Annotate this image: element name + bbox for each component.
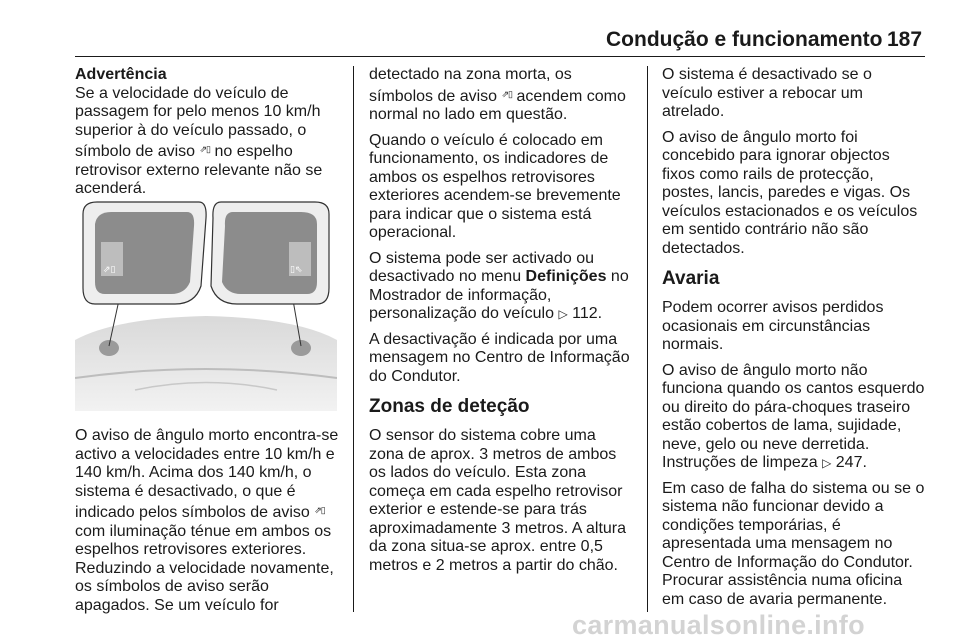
col2-paragraph-2: Quando o veículo é colocado em funcionamento, os indicadores de ambos os espelhos retrovisores exteriores acendem-se brevemente para indicar que o sistema está operacional. <box>369 131 621 241</box>
page-number: 187 <box>887 28 923 51</box>
col2-paragraph-3: O sistema pode ser activado ou desactivado no menu Definições no Mostrador de informação, personalização do veículo ▷ 112. <box>369 249 629 322</box>
col1-paragraph <box>75 427 340 615</box>
page-reference[interactable]: 112 <box>572 305 598 322</box>
page-reference-arrow-icon: ▷ <box>822 456 832 470</box>
warning-text-part: no espelho retrovisor externo relevante não se acenderá. <box>75 143 323 197</box>
page-reference[interactable]: 247 <box>835 454 863 471</box>
section-heading-malfunction: Avaria <box>662 268 720 289</box>
col3-paragraph-3: Podem ocorrer avisos perdidos ocasionais em circunstâncias normais. <box>662 299 884 353</box>
column-1 <box>75 66 340 206</box>
col3-paragraph-4: O aviso de ângulo morto não funciona quando os cantos esquerdo ou direito do pára-choques traseiro estão cobertos de lama, sujidade, neve, gelo ou neve derretida. Instruções de limpeza ▷ 247. <box>662 361 925 471</box>
column-2 <box>369 66 633 582</box>
car-body <box>75 316 337 411</box>
car-mirror-left <box>99 340 119 356</box>
right-blind-spot-icon: ▯⇖ <box>290 265 303 275</box>
menu-name: Definições <box>525 268 607 285</box>
text-part: O sistema pode ser activado ou desactivado no menu <box>369 249 595 285</box>
page-header-title: Condução e funcionamento <box>606 28 883 51</box>
text-part: O aviso de ângulo morto não funciona quando os cantos esquerdo ou direito do pára-choques traseiro estão cobertos de lama, sujidade, neve, gelo ou neve derretida. Instruções de limpeza <box>662 361 925 471</box>
column-3 <box>662 66 926 616</box>
warning-title: Advertência <box>75 66 167 83</box>
col2-paragraph-5: O sensor do sistema cobre uma zona de aprox. 3 metros de ambos os lados do veículo. Esta zona começa em cada espelho retrovisor exterior e estende-se para trás aproximadamente 3 metros. A altura da zona situa-se aprox. entre 0,5 metros e 2 metros a partir do chão. <box>369 427 627 574</box>
page-reference-arrow-icon: ▷ <box>558 307 568 321</box>
watermark: carmanualsonline.info <box>572 610 865 640</box>
col2-paragraph-1 <box>369 66 633 125</box>
warning-text-part: Se a velocidade do veículo de passagem for pelo menos 10 km/h superior à do veículo passado, o símbolo de aviso <box>75 84 321 160</box>
blind-spot-warning-icon: ⇗▯ <box>501 88 513 99</box>
text-part: detectado na zona morta, os símbolos de aviso <box>369 66 572 105</box>
header-rule <box>75 56 925 57</box>
col2-paragraph-4: A desactivação é indicada por uma mensagem no Centro de Informação do Condutor. <box>369 330 630 385</box>
column-1-lower <box>75 427 340 622</box>
column-divider-left <box>353 66 354 612</box>
mirror-illustration-svg <box>75 200 337 411</box>
col3-paragraph-1: O sistema é desactivado se o veículo estiver a rebocar um atrelado. <box>662 66 872 120</box>
text-part: O aviso de ângulo morto encontra-se activo a velocidades entre 10 km/h e 140 km/h. Acima dos 140 km/h, o sistema é desactivado, o que é indicado pelos símbolos de aviso <box>75 427 339 521</box>
left-blind-spot-icon: ⇗▯ <box>103 265 116 275</box>
text-part: com iluminação ténue em ambos os espelhos retrovisores exteriores. Reduzindo a velocidade novamente, os símbolos de aviso serão apagados. Se um veículo for <box>75 522 334 614</box>
col3-paragraph-5: Em caso de falha do sistema ou se o sistema não funcionar devido a condições temporárias, é apresentada uma mensagem no Centro de Informação do Condutor. Procurar assistência numa oficina em caso de avaria permanente. <box>662 479 925 608</box>
column-divider-right <box>647 66 648 612</box>
warning-block <box>75 66 340 199</box>
text-part: no Mostrador de informação, personalização do veículo <box>369 268 629 322</box>
blind-spot-warning-icon: ⇗▯ <box>199 144 211 154</box>
col3-paragraph-2: O aviso de ângulo morto foi concebido para ignorar objectos fixos como rails de protecção, postes, lancis, paredes e vigas. Os veículos estacionados e os veículos em sentido contrário não são detectados. <box>662 128 918 257</box>
blind-spot-warning-icon: ⇗▯ <box>314 505 325 515</box>
car-mirror-right <box>291 340 311 356</box>
section-heading-detection-zones: Zonas de deteção <box>369 396 530 417</box>
text-part: acendem como normal no lado em questão. <box>369 87 626 123</box>
mirror-illustration <box>75 200 337 411</box>
warning-text <box>75 85 340 199</box>
